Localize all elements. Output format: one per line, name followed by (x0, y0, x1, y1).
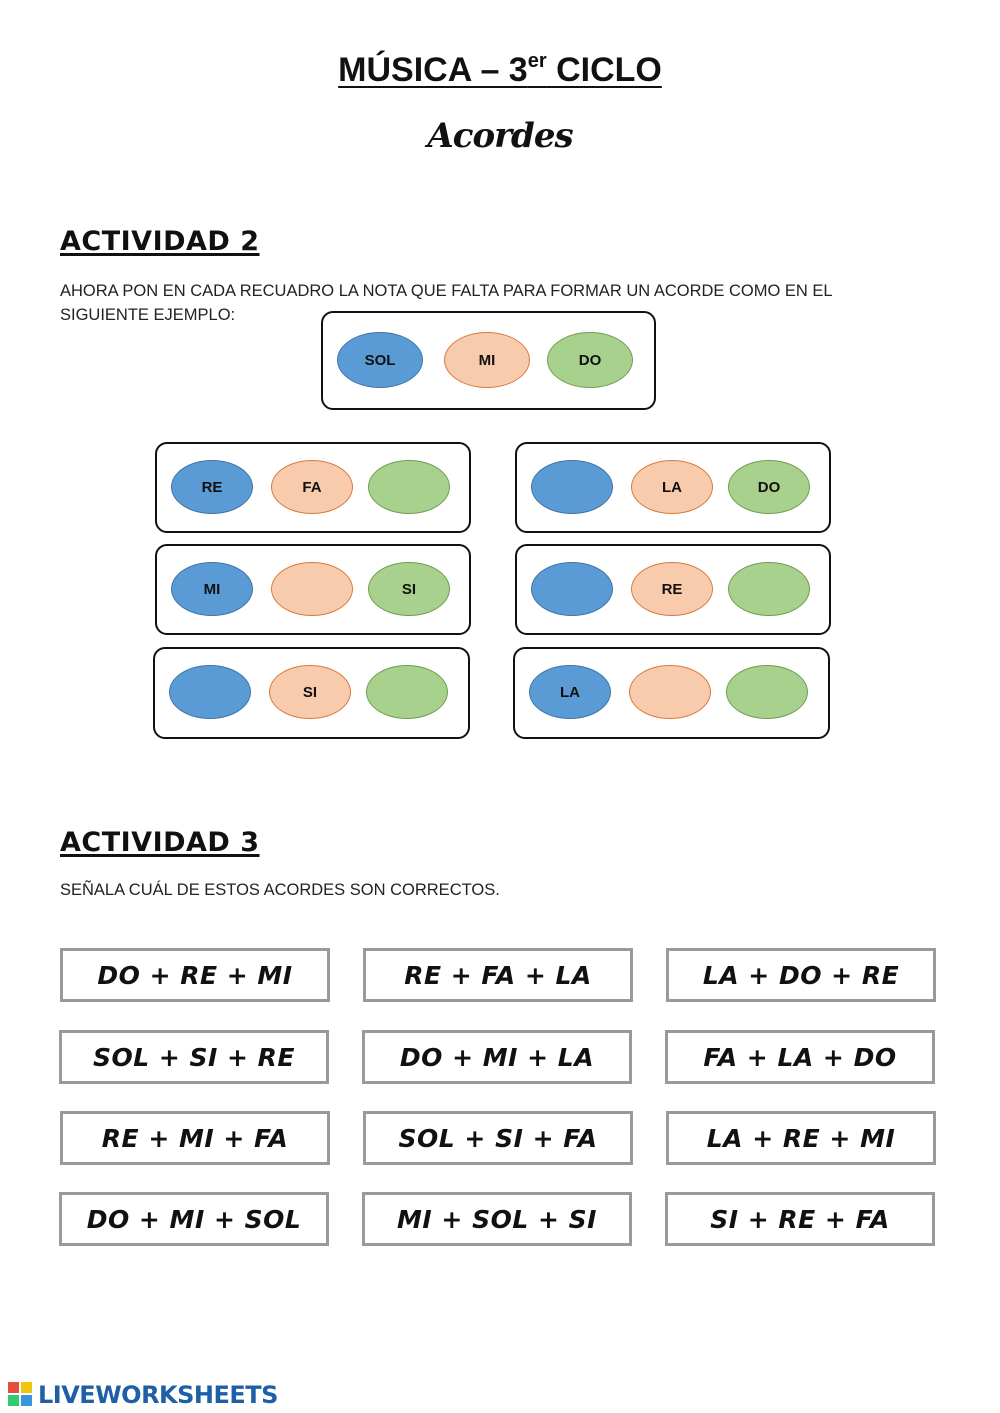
chord-group-3 (155, 544, 471, 635)
chord-group-5 (153, 647, 470, 739)
chord-option-1[interactable]: DO + RE + MI (60, 948, 330, 1002)
activity2-title: ACTIVIDAD 2 (60, 226, 260, 257)
logo-square-2 (21, 1382, 32, 1393)
chord-option-8[interactable]: SOL + SI + FA (363, 1111, 633, 1165)
example-note-3: DO (547, 332, 633, 388)
chord-group-2-note-3: DO (728, 460, 810, 514)
chord-group-6-note-1: LA (529, 665, 611, 719)
chord-group-2 (515, 442, 831, 533)
chord-group-4-note-3-input[interactable] (728, 562, 810, 616)
chord-group-4 (515, 544, 831, 635)
chord-group-6-note-3-input[interactable] (726, 665, 808, 719)
example-note-2: MI (444, 332, 530, 388)
chord-group-5-note-1-input[interactable] (169, 665, 251, 719)
chord-option-10[interactable]: DO + MI + SOL (59, 1192, 329, 1246)
page-title: MÚSICA – 3er CICLO (338, 50, 662, 89)
chord-group-6 (513, 647, 830, 739)
liveworksheets-logo-icon (8, 1382, 34, 1408)
chord-group-4-note-2: RE (631, 562, 713, 616)
chord-group-6-note-2-input[interactable] (629, 665, 711, 719)
chord-option-2[interactable]: RE + FA + LA (363, 948, 633, 1002)
page-subtitle: Acordes (427, 116, 573, 156)
chord-group-1-note-2: FA (271, 460, 353, 514)
liveworksheets-logo-text: LIVEWORKSHEETS (38, 1381, 278, 1409)
chord-option-9[interactable]: LA + RE + MI (666, 1111, 936, 1165)
chord-option-5[interactable]: DO + MI + LA (362, 1030, 632, 1084)
liveworksheets-logo (8, 1381, 278, 1409)
chord-option-11[interactable]: MI + SOL + SI (362, 1192, 632, 1246)
chord-group-1 (155, 442, 471, 533)
chord-option-3[interactable]: LA + DO + RE (666, 948, 936, 1002)
chord-option-6[interactable]: FA + LA + DO (665, 1030, 935, 1084)
chord-option-12[interactable]: SI + RE + FA (665, 1192, 935, 1246)
logo-square-1 (8, 1382, 19, 1393)
chord-group-4-note-1-input[interactable] (531, 562, 613, 616)
logo-square-3 (8, 1395, 19, 1406)
chord-group-5-note-3-input[interactable] (366, 665, 448, 719)
chord-group-1-note-3-input[interactable] (368, 460, 450, 514)
chord-group-1-note-1: RE (171, 460, 253, 514)
activity3-instruction: SEÑALA CUÁL DE ESTOS ACORDES SON CORRECTOS. (60, 881, 500, 899)
chord-group-2-note-1-input[interactable] (531, 460, 613, 514)
example-note-1: SOL (337, 332, 423, 388)
chord-group-3-note-2-input[interactable] (271, 562, 353, 616)
activity3-title: ACTIVIDAD 3 (60, 827, 260, 858)
activity2-instruction: AHORA PON EN CADA RECUADRO LA NOTA QUE FALTA PARA FORMAR UN ACORDE COMO EN EL SIGUIENTE EJEMPLO: (60, 282, 833, 324)
chord-group-5-note-2: SI (269, 665, 351, 719)
chord-option-7[interactable]: RE + MI + FA (60, 1111, 330, 1165)
chord-group-2-note-2: LA (631, 460, 713, 514)
chord-group-3-note-1: MI (171, 562, 253, 616)
chord-group-3-note-3: SI (368, 562, 450, 616)
example-chord-box (321, 311, 656, 410)
chord-option-4[interactable]: SOL + SI + RE (59, 1030, 329, 1084)
logo-square-4 (21, 1395, 32, 1406)
